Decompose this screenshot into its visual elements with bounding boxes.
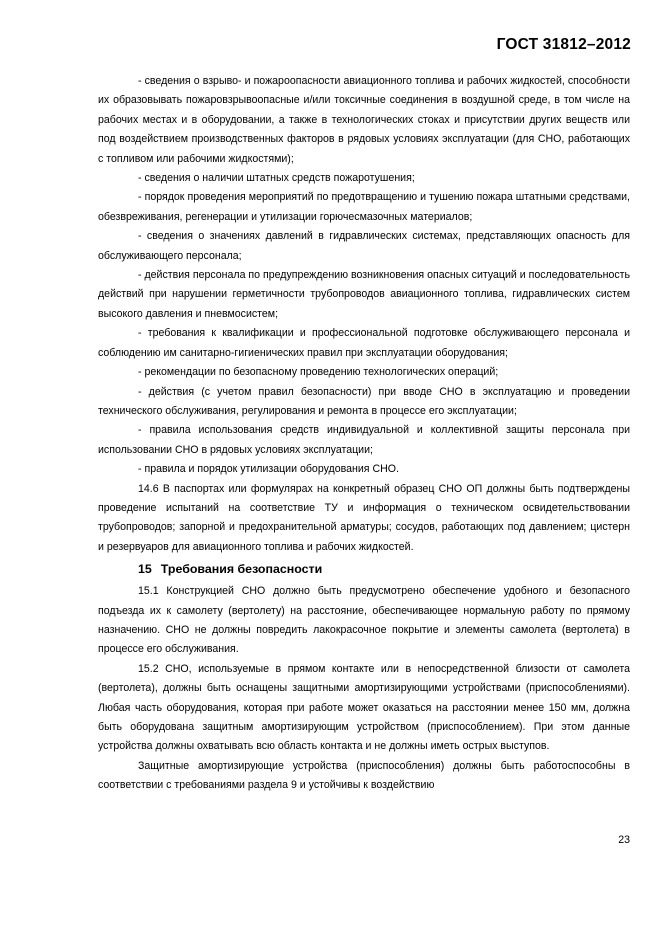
paragraph-15-1: 15.1 Конструкцией СНО должно быть предусмотрено обеспечение удобного и безопасного подъезда их к самолету (вертолету) на расстояние, обеспечивающее нормальную работу по прямому назначению. СНО не должны повредить лакокрасочное покрытие и элементы самолета (вертолета) в процессе его обслуживания.	[98, 585, 630, 656]
page-number: 23	[618, 834, 630, 846]
paragraph-15-2: 15.2 СНО, используемые в прямом контакте или в непосредственной близости от самолета (вертолета), должны быть оснащены защитными амортизирующими устройствами (приспособлениями). Любая часть оборудования, которая при работе может оказаться на расстоянии менее 150 мм, должна быть оборудована защитным амортизирующим устройством (приспособлением). При этом данные устройства должны охватывать всю область контакта и не должны иметь острых выступов.	[98, 662, 630, 753]
section-heading	[98, 560, 630, 579]
section-title: Требования безопасности	[160, 562, 323, 577]
list-item-extinguishing-means: - сведения о наличии штатных средств пожаротушения;	[138, 172, 415, 185]
list-item-commissioning-actions: - действия (с учетом правил безопасности) при вводе СНО в эксплуатацию и проведении технического обслуживания, регулирования и ремонта в процессе его эксплуатации;	[98, 385, 630, 417]
section-number: 15	[138, 562, 152, 577]
paragraph-14-6: 14.6 В паспортах или формулярах на конкретный образец СНО ОП должны быть подтверждены проведение испытаний на соответствие ТУ и информация о техническом освидетельствовании трубопроводов; запорной и предохранительной арматуры; сосудов, работающих под давлением; цистерн и резервуаров для авиационного топлива и рабочих жидкостей.	[98, 482, 630, 553]
list-item-fire-procedure: - порядок проведения мероприятий по предотвращению и тушению пожара штатными средствами, обезвреживания, регенерации и утилизации горючесмазочных материалов;	[98, 191, 630, 223]
paragraph-protective-devices: Защитные амортизирующие устройства (приспособления) должны быть работоспособны в соответствии с требованиями раздела 9 и устойчивы к воздействию	[98, 759, 630, 792]
list-item-fire-hazard-info: - сведения о взрыво- и пожароопасности авиационного топлива и рабочих жидкостей, способности их образовывать пожаровзрывоопасные и/или токсичные соединения в воздушной среде, в том числе на рабочих местах и в оборудовании, а также в технологических стоках и присутствии других веществ или под воздействием производственных факторов в рядовых условиях эксплуатации (для СНО, работающих с топливом или рабочими жидкостями);	[98, 75, 630, 165]
list-item-disposal-rules: - правила и порядок утилизации оборудования СНО.	[138, 463, 399, 476]
list-item-protective-equipment: - правила использования средств индивидуальной и коллективной защиты персонала при использовании СНО в рядовых условиях эксплуатации;	[98, 424, 630, 456]
list-item-pressure-values: - сведения о значениях давлений в гидравлических системах, представляющих опасность для обслуживающего персонала;	[98, 230, 630, 262]
list-item-qualification: - требования к квалификации и профессиональной подготовке обслуживающего персонала и соблюдению им санитарно-гигиенических правил при эксплуатации оборудования;	[98, 327, 630, 359]
list-item-safe-operations: - рекомендации по безопасному проведению технологических операций;	[138, 366, 499, 379]
page-body	[98, 72, 630, 796]
document-code: ГОСТ 31812–2012	[496, 36, 631, 53]
list-item-personnel-actions: - действия персонала по предупреждению возникновения опасных ситуаций и последовательность действий при нарушении герметичности трубопроводов авиационного топлива, гидравлических систем высокого давления и пневмосистем;	[98, 269, 630, 320]
